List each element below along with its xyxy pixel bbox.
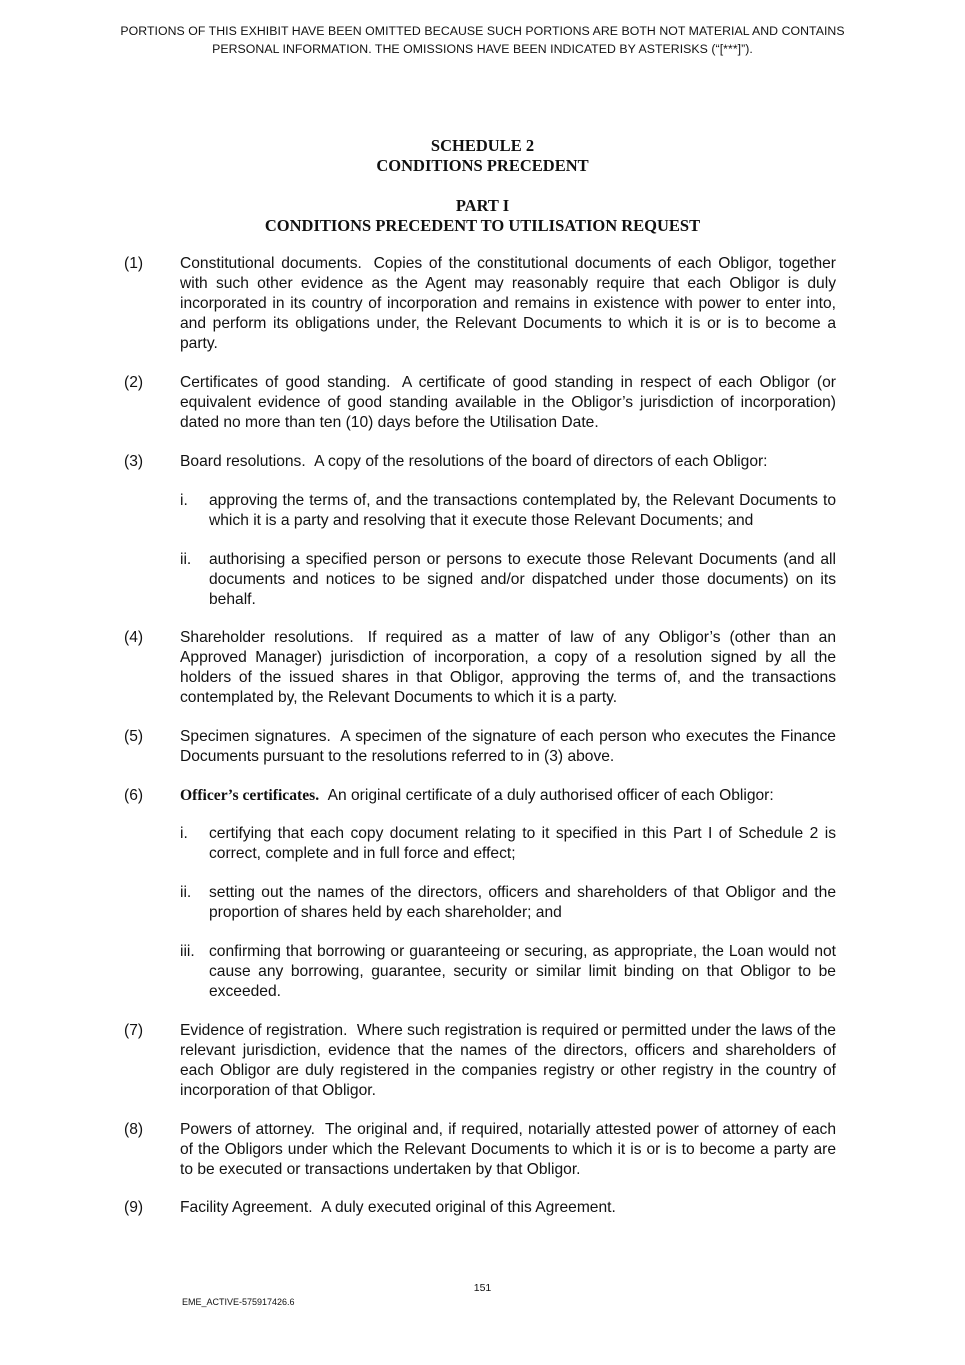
list-item-text: authorising a specified person or persons to execute those Relevant Documents (and all documents and notices to be signed and/or dispatched under those documents) on its behalf. [209, 551, 836, 608]
clause-text: Copies of the constitutional documents of each Obligor, together with such other evidence as the Agent may reasonably require that each Obligor is duly incorporated in its country of incorporation and remains in existence with power to enter into, and perform its obligations under, the Relevant Documents to which it is or is to become a party. [180, 255, 836, 352]
list-numeral: ii. [180, 884, 192, 901]
schedule-subtitle: CONDITIONS PRECEDENT [376, 156, 589, 175]
list-numeral: iii. [180, 943, 195, 960]
clause-caption: Powers of attorney. [180, 1121, 316, 1138]
clause-text: A certificate of good standing in respect of each Obligor (or equivalent evidence of good standing available in the Obligor’s jurisdiction of incorporation) dated no more than ten (10) days before the Utilisation Date. [180, 374, 836, 431]
clause-caption: Certificates of good standing. [180, 374, 391, 391]
clause-number: (2) [124, 374, 144, 391]
list-item [180, 824, 836, 864]
clause-caption: Officer’s certificates. [180, 787, 320, 804]
clause-number: (5) [124, 728, 144, 745]
clause-caption: Facility Agreement. [180, 1199, 313, 1216]
clause-text: A duly executed original of this Agreement. [321, 1199, 616, 1216]
clause-evidence-of-registration [124, 1021, 836, 1101]
clause-text: A copy of the resolutions of the board of directors of each Obligor: [314, 453, 768, 470]
clause-shareholder-resolutions [124, 628, 836, 708]
schedule-title: SCHEDULE 2 [430, 136, 535, 155]
list-item-text: confirming that borrowing or guaranteeing or securing, as appropriate, the Loan would not cause any borrowing, guarantee, security or similar limit binding on that Obligor to be exceeded. [209, 943, 836, 1000]
list-item-text: setting out the names of the directors, officers and shareholders of that Obligor and the proportion of shares held by each shareholder; and [209, 884, 836, 921]
clause-powers-of-attorney [124, 1120, 836, 1180]
clause-text: If required as a matter of law of any Obligor’s (other than an Approved Manager) jurisdiction of incorporation, a copy of a resolution signed by all the holders of the issued shares in that Obligor, approving the terms of, and the transactions contemplated by, the Relevant Documents to which it is a party. [180, 629, 836, 706]
list-item-text: certifying that each copy document relating to it specified in this Part I of Schedule 2 is correct, complete and in full force and effect; [209, 825, 836, 862]
list-item [180, 883, 836, 923]
part-subtitle: CONDITIONS PRECEDENT TO UTILISATION REQUEST [264, 216, 701, 235]
clause-number: (1) [124, 255, 144, 272]
clause-number: (9) [124, 1199, 144, 1216]
list-numeral: ii. [180, 551, 192, 568]
clause-text: An original certificate of a duly authorised officer of each Obligor: [327, 787, 774, 804]
clause-number: (4) [124, 629, 144, 646]
clause-constitutional-documents [124, 254, 836, 354]
list-item [180, 550, 836, 610]
list-numeral: i. [180, 825, 188, 842]
clause-number: (3) [124, 453, 144, 470]
clause-number: (6) [124, 787, 144, 804]
redaction-disclaimer: PORTIONS OF THIS EXHIBIT HAVE BEEN OMITTED BECAUSE SUCH PORTIONS ARE BOTH NOT MATERIAL AND CONTAINS PERSONAL INFORMATION. THE OMISSIONS HAVE BEEN INDICATED BY ASTERISKS (“[***]”). [120, 24, 845, 56]
list-item [180, 942, 836, 1002]
clause-number: (8) [124, 1121, 144, 1138]
page-number: 151 [473, 1282, 492, 1294]
clause-specimen-signatures [124, 727, 836, 767]
clause-facility-agreement [124, 1198, 836, 1218]
clause-caption: Evidence of registration. [180, 1022, 348, 1039]
clause-officers-certificates [124, 786, 836, 806]
clause-caption: Board resolutions. [180, 453, 306, 470]
clause-caption: Specimen signatures. [180, 728, 331, 745]
clause-board-resolutions [124, 452, 836, 472]
clause-good-standing [124, 373, 836, 433]
clause-caption: Shareholder resolutions. [180, 629, 354, 646]
clause-number: (7) [124, 1022, 144, 1039]
list-item-text: approving the terms of, and the transactions contemplated by, the Relevant Documents to which it is a party and resolving that it execute those Relevant Documents; and [209, 492, 836, 529]
part-title: PART I [455, 196, 510, 215]
document-reference: EME_ACTIVE-575917426.6 [182, 1297, 295, 1307]
list-item [180, 491, 836, 531]
clause-text: The original and, if required, notarially attested power of attorney of each of the Obligors under which the Relevant Documents to which it is or is to become a party are to be executed or transactions undertaken by that Obligor. [180, 1121, 837, 1178]
clause-caption: Constitutional documents. [180, 255, 362, 272]
list-numeral: i. [180, 492, 188, 509]
clause-text: Where such registration is required or permitted under the laws of the relevant jurisdiction, evidence that the names of the directors, officers and shareholders of each Obligor are duly registered in the companies registry or other registry in the country of incorporation of that Obligor. [180, 1022, 836, 1099]
clause-text: A specimen of the signature of each person who executes the Finance Documents pursuant to the resolutions referred to in (3) above. [180, 728, 836, 765]
